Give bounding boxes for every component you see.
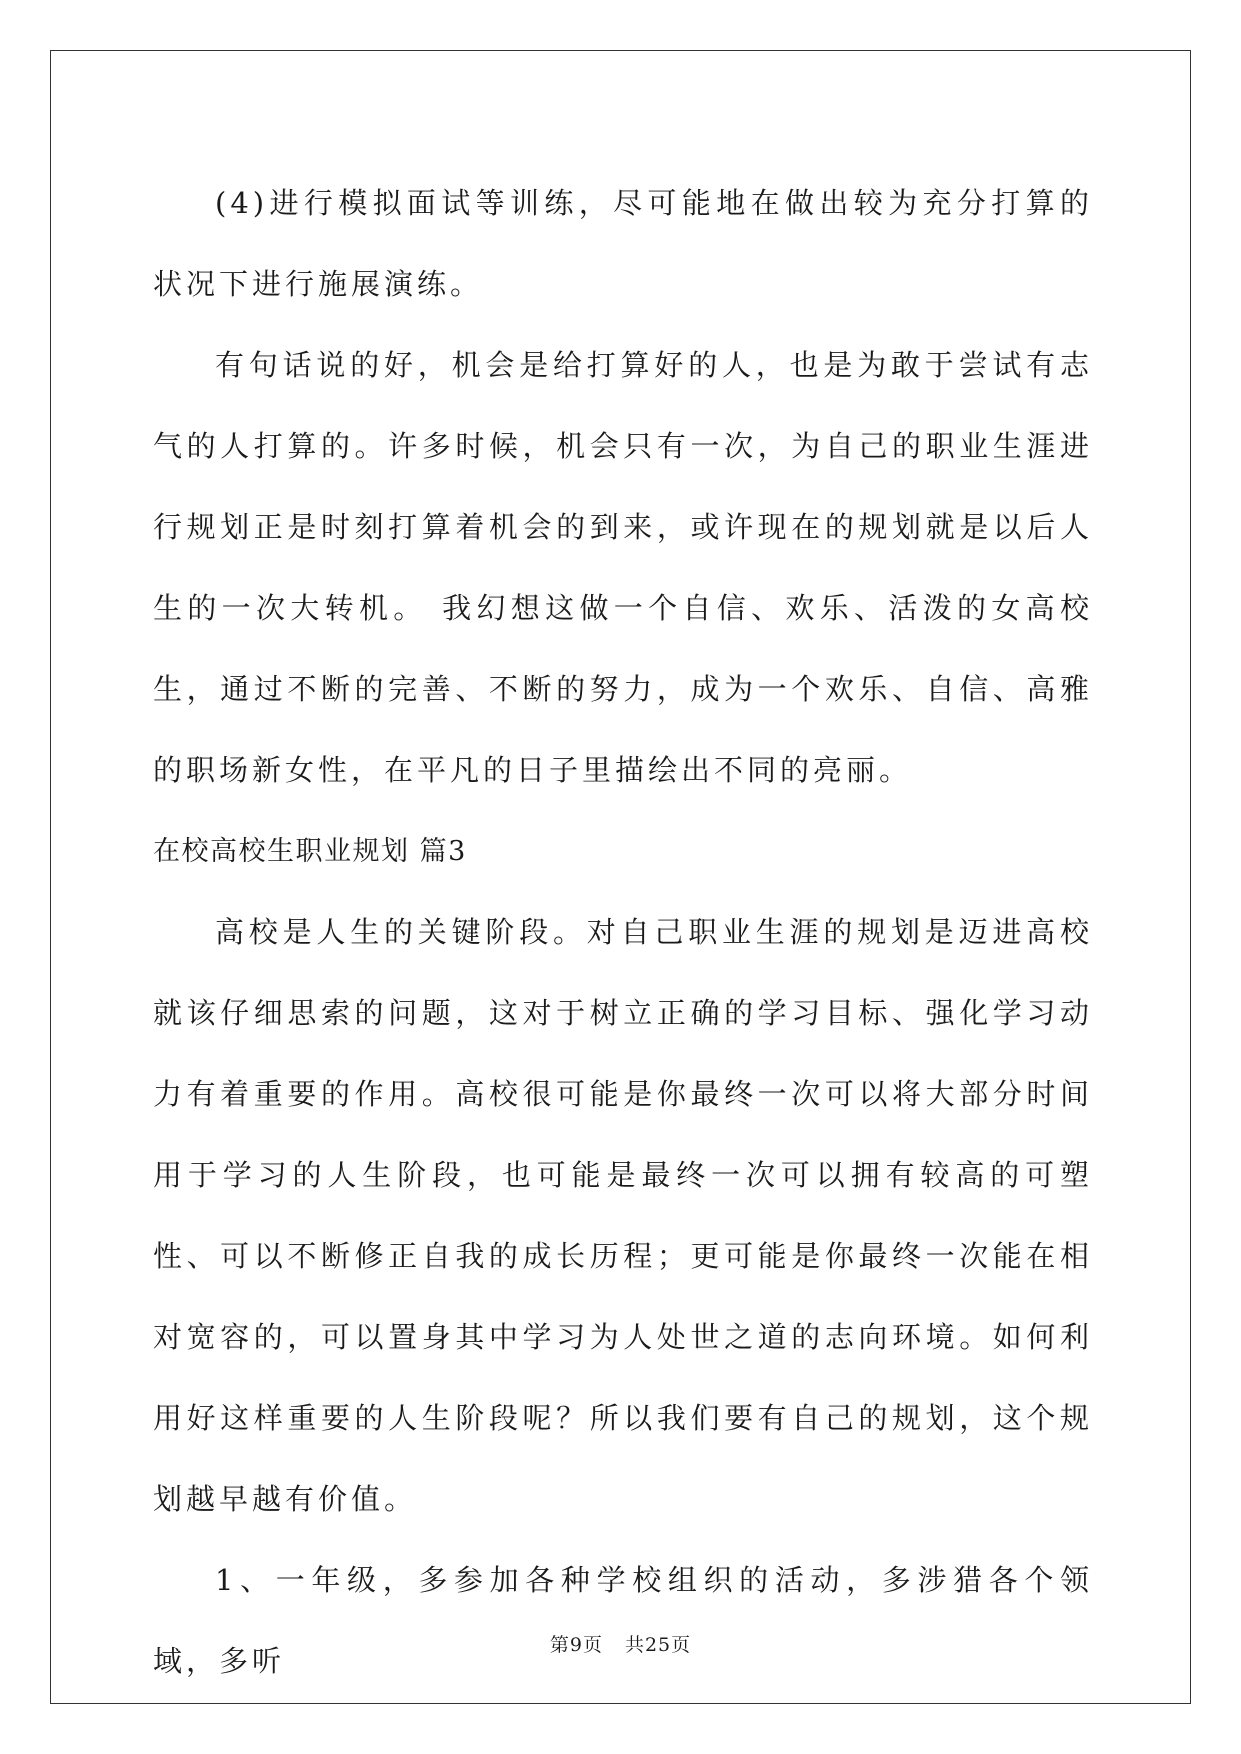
document-body	[153, 163, 1093, 1702]
section-heading: 在校高校生职业规划 篇3	[153, 836, 467, 867]
paragraph-university-stage: 高校是人生的关键阶段。对自己职业生涯的规划是迈进高校就该仔细思索的问题，这对于树立正确的学习目标、强化学习动力有着重要的作用。高校很可能是你最终一次可以将大部分时间用于学习的人生阶段，也可能是最终一次可以拥有较高的可塑性、可以不断修正自我的成长历程；更可能是你最终一次能在相对宽容的，可以置身其中学习为人处世之道的志向环境。如何利用好这样重要的人生阶段呢？所以我们要有自己的规划，这个规划越早越有价值。	[153, 915, 1093, 1516]
paragraph-mock-interview: (4)进行模拟面试等训练，尽可能地在做出较为充分打算的状况下进行施展演练。	[153, 186, 1093, 301]
page-number: 第9页	[549, 1634, 603, 1656]
page-footer	[0, 1630, 1241, 1657]
paragraph-first-year: 1、一年级，多参加各种学校组织的活动，多涉猎各个领域，多听	[153, 1563, 1093, 1678]
page-total: 共25页	[624, 1634, 692, 1656]
paragraph-opportunity: 有句话说的好，机会是给打算好的人，也是为敢于尝试有志气的人打算的。许多时候，机会只有一次，为自己的职业生涯进行规划正是时刻打算着机会的到来，或许现在的规划就是以后人生的一次大转机。 我幻想这做一个自信、欢乐、活泼的女高校生，通过不断的完善、不断的努力，成为一个欢乐、自信、高雅的职场新女性，在平凡的日子里描绘出不同的亮丽。	[153, 348, 1093, 787]
